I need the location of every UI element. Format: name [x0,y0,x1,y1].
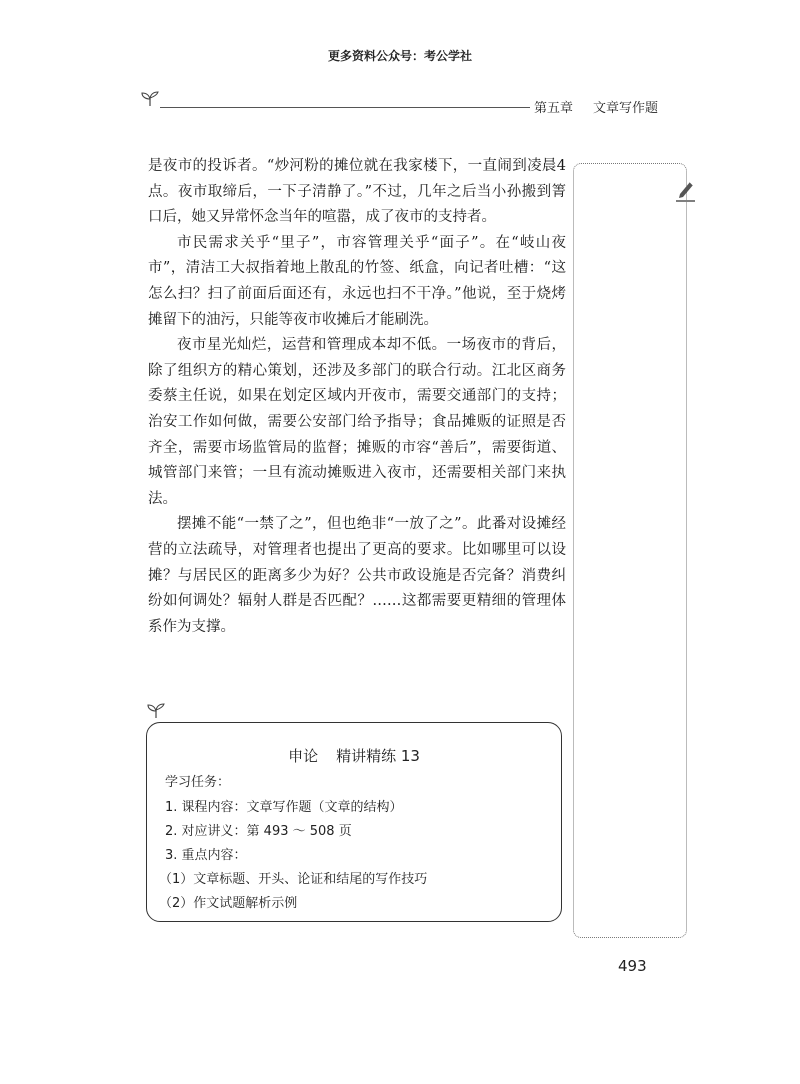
study-item: 1. 课程内容：文章写作题（文章的结构） [165,800,403,815]
paragraph: 是夜市的投诉者。“炒河粉的摊位就在我家楼下，一直闹到凌晨4点。夜市取缔后，一下子清静了。”不过，几年之后当小孙搬到箐口后，她又异常怀念当年的喧嚣，成了夜市的支持者。 [148,158,566,226]
pencil-icon [674,178,696,202]
paragraph: 市民需求关乎“里子”，市容管理关乎“面子”。在“岐山夜市”，清洁工大叔指着地上散乱的竹签、纸盒，向记者吐槽：“这怎么扫？扫了前面后面还有，永远也扫不干净。”他说，至于烧烤摊留下的油污，只能等夜市收摊后才能刷洗。 [148,234,566,328]
study-item: 3. 重点内容： [165,848,247,863]
paragraph: 摆摊不能“一禁了之”，但也绝非“一放了之”。此番对设摊经营的立法疏导，对管理者也提出了更高的要求。比如哪里可以设摊？与居民区的距离多少为好？公共市政设施是否完备？消费纠纷如何调处？辐射人群是否匹配？……这都需要更精细的管理体系作为支撑。 [148,516,566,635]
top-note: 更多资料公众号：考公学社 [327,49,472,63]
study-task-box [146,722,562,922]
study-task-label: 学习任务： [165,775,231,790]
article-body [148,154,566,640]
notes-margin-box [573,163,687,938]
sprout-icon [140,91,160,107]
study-subitem: （1）文章标题、开头、论证和结尾的写作技巧 [159,872,428,887]
study-title-session: 精讲精练 13 [336,747,420,765]
chapter-number: 第五章 [533,101,573,116]
study-item: 2. 对应讲义：第 493 ～ 508 页 [165,824,352,839]
running-header [140,97,680,119]
page-number: 493 [618,957,647,975]
study-title [147,745,561,766]
paragraph: 夜市星光灿烂，运营和管理成本却不低。一场夜市的背后，除了组织方的精心策划，还涉及多部门的联合行动。江北区商务委蔡主任说，如果在划定区域内开夜市，需要交通部门的支持；治安工作如何做，需要公安部门给予指导；食品摊贩的证照是否齐全，需要市场监管局的监督；摊贩的市容“善后”，需要街道、城管部门来管；一旦有流动摊贩进入夜市，还需要相关部门来执法。 [148,337,566,507]
chapter-title: 文章写作题 [592,101,658,116]
header-rule [160,107,530,108]
chapter-heading [534,97,658,116]
study-subitem: （2）作文试题解析示例 [159,896,298,911]
sprout-icon [146,703,166,719]
study-title-subject: 申论 [288,747,319,765]
